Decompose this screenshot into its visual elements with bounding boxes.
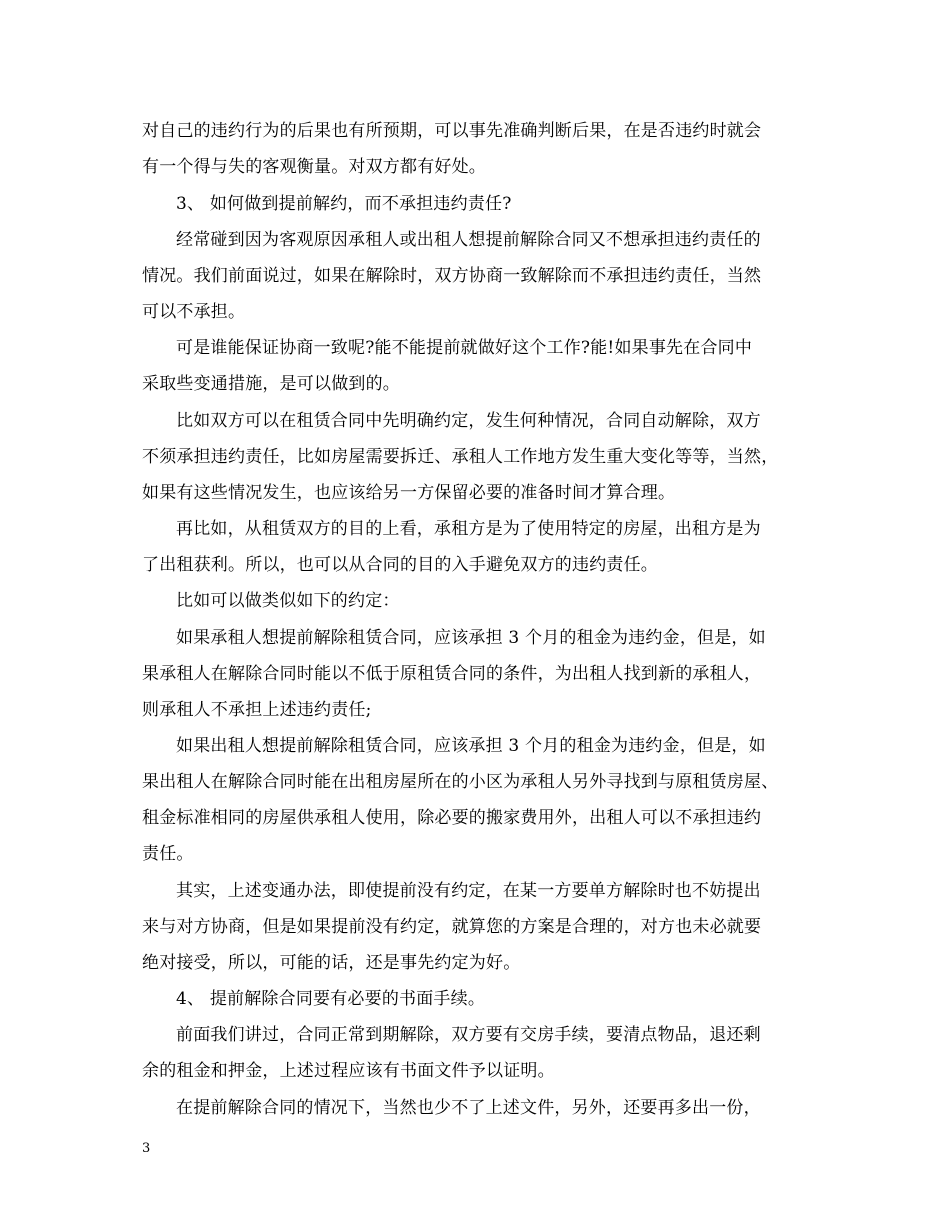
text-line: 如果出租人想提前解除租赁合同，应该承担 3 个月的租金为违约金，但是，如 <box>176 736 766 756</box>
text-line: 来与对方协商，但是如果提前没有约定，就算您的方案是合理的，对方也未必就要 <box>142 917 762 937</box>
text-line: 经常碰到因为客观原因承租人或出租人想提前解除合同又不想承担违约责任的 <box>176 230 761 250</box>
text-line: 比如可以做类似如下的约定： <box>176 591 400 611</box>
text-line: 果承租人在解除合同时能以不低于原租赁合同的条件，为出租人找到新的承租人， <box>142 664 762 684</box>
text-line: 果出租人在解除合同时能在出租房屋所在的小区为承租人另外寻找到与原租赁房屋、 <box>142 772 779 792</box>
text-line: 余的租金和押金，上述过程应该有书面文件予以证明。 <box>142 1061 555 1081</box>
text-line: 再比如，从租赁双方的目的上看，承租方是为了使用特定的房屋，出租方是为 <box>176 519 761 539</box>
text-line: 采取些变通措施，是可以做到的。 <box>142 374 400 394</box>
page-number: 3 <box>142 1141 151 1156</box>
text-line: 责任。 <box>142 844 194 864</box>
text-line: 在提前解除合同的情况下，当然也少不了上述文件，另外，还要再多出一份， <box>176 1098 761 1118</box>
text-line: 可以不承担。 <box>142 302 246 322</box>
text-line: 对自己的违约行为的后果也有所预期，可以事先准确判断后果，在是否违约时就会 <box>142 121 762 141</box>
text-line: 情况。我们前面说过，如果在解除时，双方协商一致解除而不承担违约责任，当然 <box>142 266 762 286</box>
text-line: 绝对接受，所以，可能的话，还是事先约定为好。 <box>142 953 521 973</box>
text-line: 前面我们讲过，合同正常到期解除，双方要有交房手续，要清点物品，退还剩 <box>176 1025 761 1045</box>
text-line: 如果承租人想提前解除租赁合同，应该承担 3 个月的租金为违约金，但是，如 <box>176 628 766 648</box>
text-line: 如果有这些情况发生，也应该给另一方保留必要的准备时间才算合理。 <box>142 483 676 503</box>
text-line: 则承租人不承担上述违约责任; <box>142 700 372 720</box>
text-line: 有一个得与失的客观衡量。对双方都有好处。 <box>142 157 486 177</box>
section-heading: 4、 提前解除合同要有必要的书面手续。 <box>176 989 486 1009</box>
section-heading: 3、 如何做到提前解约，而不承担违约责任? <box>176 194 512 214</box>
text-line: 可是谁能保证协商一致呢?能不能提前就做好这个工作?能!如果事先在合同中 <box>176 338 753 358</box>
text-line: 租金标准相同的房屋供承租人使用，除必要的搬家费用外，出租人可以不承担违约 <box>142 808 762 828</box>
text-line: 了出租获利。所以，也可以从合同的目的入手避免双方的违约责任。 <box>142 555 658 575</box>
text-line: 比如双方可以在租赁合同中先明确约定，发生何种情况，合同自动解除，双方 <box>176 411 761 431</box>
text-line: 不须承担违约责任，比如房屋需要拆迁、承租人工作地方发生重大变化等等，当然， <box>142 447 779 467</box>
text-line: 其实，上述变通办法，即使提前没有约定，在某一方要单方解除时也不妨提出 <box>176 881 761 901</box>
